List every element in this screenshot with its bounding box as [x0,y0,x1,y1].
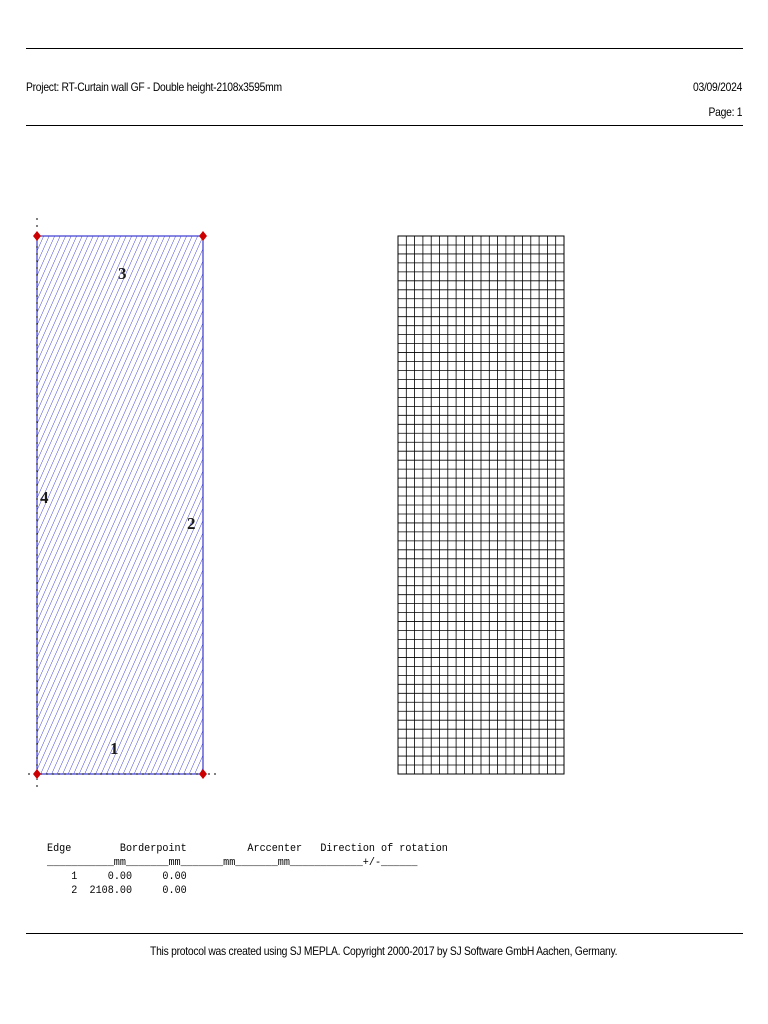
page-number: Page: 1 [708,105,742,119]
edge-label-1: 1 [110,739,119,758]
edge-table [47,842,448,898]
footer-note [0,944,768,958]
col-edge-header: Edge [47,843,72,855]
panel-hatch [37,236,203,774]
table-header-row [47,842,448,856]
edge-label-4: 4 [40,488,49,507]
footer-rule [26,933,743,934]
table-row: 2 2108.00 0.00 [71,885,187,897]
table-row: 1 0.00 0.00 [71,871,187,883]
edge-label-2: 2 [187,514,196,533]
edge-label-3: 3 [118,264,127,283]
col-borderpoint-header: Borderpoint [119,843,187,855]
table-units-row: ___________mm_______mm_______mm_______mm____________+/-______ [47,857,418,869]
panel-mesh [398,236,564,774]
project-title: Project: RT-Curtain wall GF - Double height-2108x3595mm [26,80,282,94]
col-direction-header: Direction of rotation [320,843,448,855]
panel-geometry [28,218,220,792]
footer-text: This protocol was created using SJ MEPLA. Copyright 2000-2017 by SJ Software GmbH Aachen, Germany. [150,944,618,958]
col-arccenter-header: Arccenter [247,843,303,855]
report-date: 03/09/2024 [692,80,742,94]
